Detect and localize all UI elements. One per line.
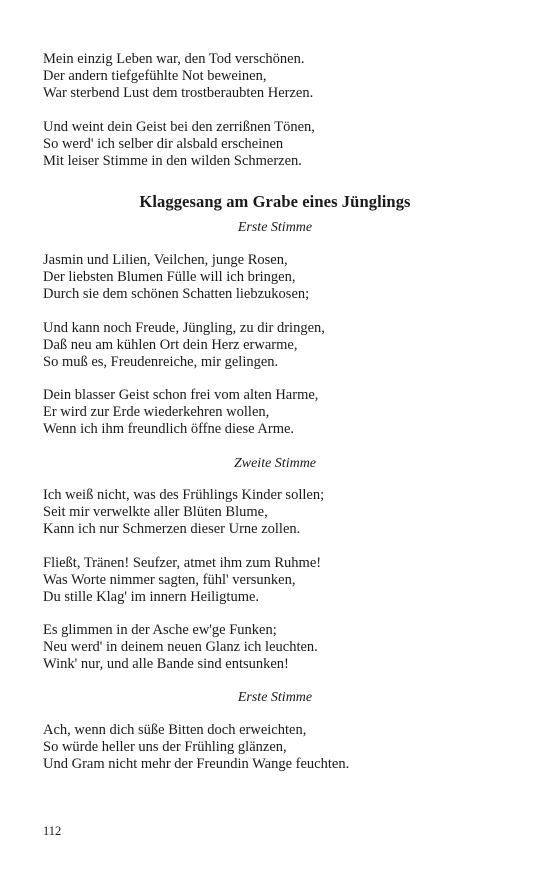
verse-line: Wink' nur, und alle Bande sind entsunken! <box>43 655 289 672</box>
verse-line: Der andern tiefgefühlte Not beweinen, <box>43 67 267 84</box>
stanza <box>43 320 513 370</box>
stanza <box>43 622 513 672</box>
verse-line: Der liebsten Blumen Fülle will ich bringen, <box>43 268 296 285</box>
verse-line: Ach, wenn dich süße Bitten doch erweichten, <box>43 722 307 738</box>
verse-line: Es glimmen in der Asche ew'ge Funken; <box>43 622 277 638</box>
verse-line: Neu werd' in deinem neuen Glanz ich leuchten. <box>43 638 318 655</box>
stanza-opening-1 <box>43 51 513 101</box>
page-number: 112 <box>43 824 62 838</box>
verse-line: Was Worte nimmer sagten, fühl' versunken, <box>43 571 296 588</box>
voice-heading: Zweite Stimme <box>233 456 317 471</box>
verse-line: Durch sie dem schönen Schatten liebzukosen; <box>43 285 310 302</box>
voice-heading: Erste Stimme <box>237 690 313 705</box>
verse-line: So muß es, Freudenreiche, mir gelingen. <box>43 353 279 370</box>
verse-line: Kann ich nur Schmerzen dieser Urne zollen. <box>43 520 301 537</box>
stanza <box>43 252 513 302</box>
poem-title: Klaggesang am Grabe eines Jünglings <box>139 192 411 211</box>
verse-line: Seit mir verwelkte aller Blüten Blume, <box>43 503 268 520</box>
verse-line: Ich weiß nicht, was des Frühlings Kinder sollen; <box>43 487 325 503</box>
verse-line: Mein einzig Leben war, den Tod verschönen. <box>43 51 305 67</box>
verse-line: So würde heller uns der Frühling glänzen, <box>43 738 287 755</box>
stanza-opening-2 <box>43 119 513 169</box>
verse-line: Mit leiser Stimme in den wilden Schmerzen. <box>43 152 302 169</box>
verse-line: Er wird zur Erde wiederkehren wollen, <box>43 403 270 420</box>
stanza <box>43 555 513 605</box>
verse-line: So werd' ich selber dir alsbald erscheinen <box>43 135 284 152</box>
verse-line: Und Gram nicht mehr der Freundin Wange feuchten. <box>43 755 350 772</box>
stanza <box>43 722 513 772</box>
verse-line: Daß neu am kühlen Ort dein Herz erwarme, <box>43 336 298 353</box>
stanza <box>43 487 513 537</box>
verse-line: Wenn ich ihm freundlich öffne diese Arme. <box>43 420 295 437</box>
verse-line: Und weint dein Geist bei den zerrißnen Tönen, <box>43 119 315 135</box>
verse-line: Jasmin und Lilien, Veilchen, junge Rosen, <box>43 252 288 268</box>
verse-line: War sterbend Lust dem trostberaubten Herzen. <box>43 84 314 101</box>
verse-line: Du stille Klag' im innern Heiligtume. <box>43 588 260 605</box>
verse-line: Und kann noch Freude, Jüngling, zu dir dringen, <box>43 320 325 336</box>
verse-line: Fließt, Tränen! Seufzer, atmet ihm zum Ruhme! <box>43 555 322 571</box>
verse-line: Dein blasser Geist schon frei vom alten Harme, <box>43 387 319 403</box>
stanza <box>43 387 513 437</box>
voice-heading: Erste Stimme <box>237 220 313 235</box>
